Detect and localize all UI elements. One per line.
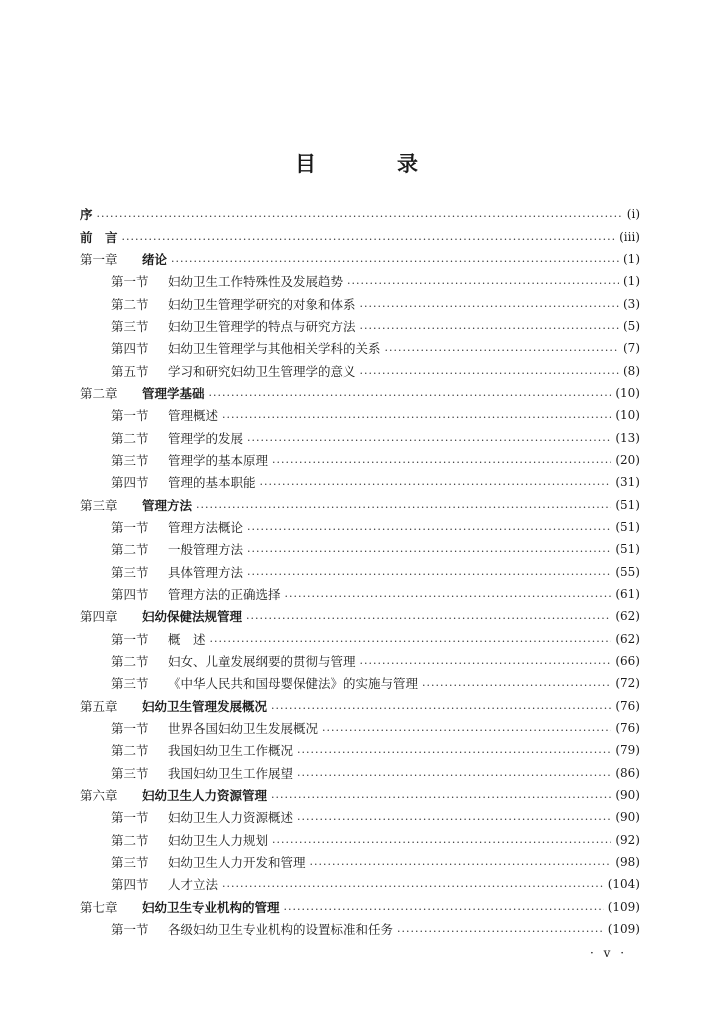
- toc-page-number: (iii): [619, 229, 640, 244]
- toc-entry-number: 第三节: [111, 318, 149, 334]
- toc-page-number: (10): [615, 408, 640, 423]
- toc-entry-title: 妇幼卫生管理学的特点与研究方法: [168, 318, 356, 334]
- toc-entry-number: 第二节: [111, 430, 149, 446]
- toc-entry-title: 妇幼卫生人力开发和管理: [168, 855, 306, 871]
- toc-entry-number: 第六章: [80, 788, 118, 804]
- dot-leader: [422, 677, 611, 691]
- toc-page-number: (76): [615, 721, 640, 736]
- toc-entry-number: 第五节: [111, 363, 149, 379]
- toc-entry-number: 第一章: [80, 251, 118, 267]
- dot-leader: [247, 566, 611, 580]
- dot-leader: [209, 387, 612, 401]
- toc-section-row: [80, 650, 640, 672]
- toc-section-row: [80, 873, 640, 895]
- toc-chapter-row: [80, 248, 640, 270]
- toc-section-row: [80, 426, 640, 448]
- dot-leader: [196, 499, 611, 513]
- toc-entry-title: 《中华人民共和国母婴保健法》的实施与管理: [168, 676, 419, 692]
- dot-leader: [272, 454, 611, 468]
- toc-entry-title: 妇幼卫生人力资源概述: [168, 810, 294, 826]
- toc-entry-number: 第三节: [111, 765, 149, 781]
- toc-page-number: (20): [615, 452, 640, 467]
- toc-entry-title: 妇幼卫生管理发展概况: [142, 698, 268, 714]
- toc-page-number: (1): [623, 274, 640, 289]
- toc-page-number: (31): [615, 475, 640, 490]
- toc-entry-number: 第二节: [111, 654, 149, 670]
- toc-entry-title: 具体管理方法: [168, 564, 244, 580]
- toc-entry-number: 第二节: [111, 832, 149, 848]
- toc-entry-title: 管理学的基本原理: [168, 452, 269, 468]
- toc-chapter-row: [80, 695, 640, 717]
- toc-entry-title: 妇幼卫生专业机构的管理: [142, 899, 280, 915]
- toc-page-number: (79): [615, 743, 640, 758]
- dot-leader: [360, 655, 612, 669]
- toc-chapter-row: [80, 493, 640, 515]
- toc-entry-number: 第三节: [111, 452, 149, 468]
- toc-entry-number: 第二章: [80, 385, 118, 401]
- toc-entry-number: 第一节: [111, 810, 149, 826]
- toc-page-number: (55): [615, 564, 640, 579]
- toc-page-number: (51): [615, 497, 640, 512]
- toc-page-number: (90): [615, 788, 640, 803]
- toc-section-row: [80, 292, 640, 314]
- toc-chapter-row: [80, 382, 640, 404]
- toc-entry-number: 第一节: [111, 519, 149, 535]
- toc-entry-number: 第四节: [111, 587, 149, 603]
- dot-leader: [360, 365, 619, 379]
- dot-leader: [310, 856, 612, 870]
- toc-entry-title: 管理方法的正确选择: [168, 587, 281, 603]
- toc-entry-title: 管理方法概论: [168, 519, 244, 535]
- toc-entry-number: 第一节: [111, 274, 149, 290]
- toc-section-row: [80, 471, 640, 493]
- toc-page-number: (90): [615, 810, 640, 825]
- toc-page-number: (10): [615, 385, 640, 400]
- toc-page-number: (66): [615, 654, 640, 669]
- dot-leader: [297, 767, 611, 781]
- dot-leader: [246, 610, 611, 624]
- toc-page-number: (76): [615, 698, 640, 713]
- toc-entry-title: 绪论: [142, 251, 168, 267]
- dot-leader: [247, 543, 611, 557]
- toc-entry-number: 第二节: [111, 743, 149, 759]
- toc-page-number: (98): [615, 855, 640, 870]
- page-title: 目 录: [295, 152, 448, 176]
- toc-section-row: [80, 829, 640, 851]
- toc-entry-title: 妇幼保健法规管理: [142, 609, 243, 625]
- toc-entry-number: 第二节: [111, 542, 149, 558]
- toc-page-number: (109): [607, 922, 640, 937]
- dot-leader: [260, 476, 612, 490]
- dot-leader: [171, 253, 619, 267]
- toc-entry-title: 妇幼卫生工作特殊性及发展趋势: [168, 274, 344, 290]
- toc-page-number: (51): [615, 542, 640, 557]
- dot-leader: [210, 633, 612, 647]
- toc-page-number: (61): [615, 587, 640, 602]
- toc-page-number: (i): [626, 207, 640, 222]
- toc-page-number: (7): [623, 341, 640, 356]
- dot-leader: [297, 811, 611, 825]
- toc-section-row: [80, 404, 640, 426]
- toc-section-row: [80, 762, 640, 784]
- toc-section-row: [80, 315, 640, 337]
- toc-entry-number: 第二节: [111, 296, 149, 312]
- toc-entry-title: 前 言: [80, 229, 118, 245]
- toc-chapter-row: [80, 784, 640, 806]
- table-of-contents: [80, 203, 640, 940]
- page-number: · v ·: [590, 946, 628, 960]
- toc-entry-title: 妇女、儿童发展纲要的贯彻与管理: [168, 654, 356, 670]
- toc-entry-title: 概 述: [168, 631, 206, 647]
- toc-entry-title: 我国妇幼卫生工作概况: [168, 743, 294, 759]
- toc-entry-title: 管理方法: [142, 497, 193, 513]
- toc-section-row: [80, 270, 640, 292]
- toc-entry-title: 管理学的发展: [168, 430, 244, 446]
- dot-leader: [271, 789, 611, 803]
- toc-chapter-row: [80, 225, 640, 247]
- toc-section-row: [80, 851, 640, 873]
- toc-entry-title: 一般管理方法: [168, 542, 244, 558]
- toc-page-number: (62): [615, 631, 640, 646]
- toc-section-row: [80, 739, 640, 761]
- toc-entry-number: 第五章: [80, 698, 118, 714]
- toc-entry-number: 第一节: [111, 408, 149, 424]
- dot-leader: [360, 298, 619, 312]
- toc-entry-title: 学习和研究妇幼卫生管理学的意义: [168, 363, 356, 379]
- toc-page-number: (86): [615, 765, 640, 780]
- toc-entry-number: 第四节: [111, 341, 149, 357]
- dot-leader: [271, 700, 611, 714]
- toc-entry-number: 第三节: [111, 564, 149, 580]
- toc-entry-title: 妇幼卫生人力规划: [168, 832, 269, 848]
- toc-page-number: (104): [607, 877, 640, 892]
- toc-section-row: [80, 538, 640, 560]
- toc-entry-number: 第七章: [80, 899, 118, 915]
- toc-entry-title: 妇幼卫生管理学与其他相关学科的关系: [168, 341, 381, 357]
- toc-entry-title: 妇幼卫生管理学研究的对象和体系: [168, 296, 356, 312]
- toc-page-number: (3): [623, 296, 640, 311]
- dot-leader: [297, 744, 611, 758]
- toc-section-row: [80, 628, 640, 650]
- dot-leader: [222, 878, 604, 892]
- toc-entry-number: 第四章: [80, 609, 118, 625]
- toc-entry-number: 第三节: [111, 855, 149, 871]
- dot-leader: [347, 275, 619, 289]
- toc-page-number: (72): [615, 676, 640, 691]
- toc-chapter-row: [80, 605, 640, 627]
- toc-entry-title: 人才立法: [168, 877, 219, 893]
- dot-leader: [360, 320, 619, 334]
- dot-leader: [122, 231, 616, 245]
- toc-entry-number: 第三节: [111, 676, 149, 692]
- toc-entry-number: 第一节: [111, 631, 149, 647]
- toc-section-row: [80, 359, 640, 381]
- toc-page-number: (13): [615, 430, 640, 445]
- toc-entry-title: 管理学基础: [142, 385, 205, 401]
- dot-leader: [272, 834, 611, 848]
- toc-section-row: [80, 806, 640, 828]
- toc-page-number: (5): [623, 318, 640, 333]
- toc-entry-title: 妇幼卫生人力资源管理: [142, 788, 268, 804]
- dot-leader: [285, 588, 612, 602]
- toc-chapter-row: [80, 203, 640, 225]
- toc-section-row: [80, 516, 640, 538]
- toc-section-row: [80, 717, 640, 739]
- dot-leader: [322, 722, 611, 736]
- toc-section-row: [80, 672, 640, 694]
- dot-leader: [247, 432, 611, 446]
- toc-section-row: [80, 583, 640, 605]
- dot-leader: [97, 208, 623, 222]
- toc-chapter-row: [80, 896, 640, 918]
- toc-page-number: (62): [615, 609, 640, 624]
- toc-page-number: (8): [623, 363, 640, 378]
- toc-entry-title: 各级妇幼卫生专业机构的设置标准和任务: [168, 922, 394, 938]
- toc-entry-title: 管理概述: [168, 408, 219, 424]
- dot-leader: [247, 521, 611, 535]
- toc-section-row: [80, 918, 640, 940]
- dot-leader: [397, 923, 604, 937]
- toc-entry-number: 第一节: [111, 922, 149, 938]
- toc-page-number: (109): [607, 899, 640, 914]
- toc-entry-number: 第三章: [80, 497, 118, 513]
- dot-leader: [222, 409, 611, 423]
- dot-leader: [284, 901, 604, 915]
- toc-page-number: (92): [615, 832, 640, 847]
- toc-entry-number: 第四节: [111, 475, 149, 491]
- toc-page-number: (51): [615, 519, 640, 534]
- toc-section-row: [80, 561, 640, 583]
- dot-leader: [385, 342, 619, 356]
- toc-entry-number: 第四节: [111, 877, 149, 893]
- toc-section-row: [80, 337, 640, 359]
- toc-entry-title: 管理的基本职能: [168, 475, 256, 491]
- toc-entry-title: 我国妇幼卫生工作展望: [168, 765, 294, 781]
- toc-page-number: (1): [623, 251, 640, 266]
- toc-section-row: [80, 449, 640, 471]
- toc-entry-title: 序: [80, 207, 93, 223]
- toc-entry-title: 世界各国妇幼卫生发展概况: [168, 721, 319, 737]
- toc-entry-number: 第一节: [111, 721, 149, 737]
